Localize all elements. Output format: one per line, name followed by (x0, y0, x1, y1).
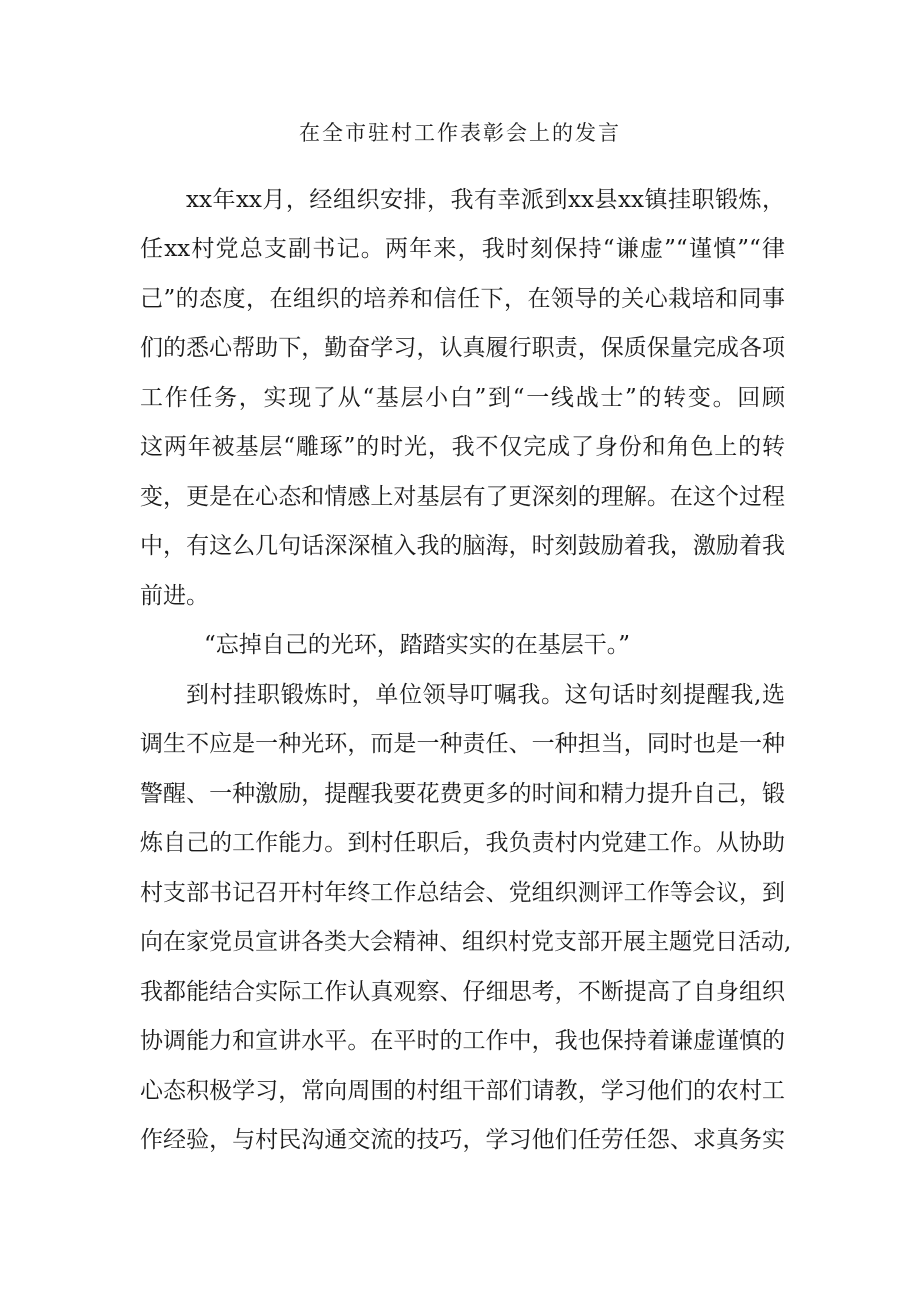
paragraph-line: 任xx村党总支副书记。两年来，我时刻保持“谦虚”“谨慎”“律 (140, 236, 785, 262)
paragraph-line: 我都能结合实际工作认真观察、仔细思考，不断提高了自身组织 (140, 979, 785, 1005)
paragraph-line: 们的悉心帮助下，勤奋学习，认真履行职责，保质保量完成各项 (140, 335, 785, 361)
paragraph-line: 己”的态度，在组织的培养和信任下，在领导的关心栽培和同事 (140, 286, 785, 312)
document-title: 在全市驻村工作表彰会上的发言 (299, 121, 621, 145)
paragraph-line: 心态积极学习，常向周围的村组干部们请教，学习他们的农村工 (140, 1078, 785, 1104)
paragraph-line: 到村挂职锻炼时，单位领导叮嘱我。这句话时刻提醒我,选 (186, 682, 785, 708)
paragraph-line: 前进。 (140, 583, 209, 609)
paragraph-line: 中，有这么几句话深深植入我的脑海，时刻鼓励着我，激励着我 (140, 533, 785, 559)
paragraph-line: 向在家党员宣讲各类大会精神、组织村党支部开展主题党日活动, (140, 929, 792, 955)
paragraph-line: 村支部书记召开村年终工作总结会、党组织测评工作等会议，到 (140, 880, 785, 906)
paragraph-line: 调生不应是一种光环，而是一种责任、一种担当，同时也是一种 (140, 731, 785, 757)
paragraph-line: 炼自己的工作能力。到村任职后，我负责村内党建工作。从协助 (140, 830, 785, 856)
paragraph-line: 变，更是在心态和情感上对基层有了更深刻的理解。在这个过程 (140, 484, 785, 510)
paragraph-line: 工作任务，实现了从“基层小白”到“一线战士”的转变。回顾 (140, 385, 785, 411)
paragraph-line: 协调能力和宣讲水平。在平时的工作中，我也保持着谦虚谨慎的 (140, 1028, 785, 1054)
paragraph-line: 警醒、一种激励，提醒我要花费更多的时间和精力提升自己，锻 (140, 781, 785, 807)
paragraph-line: 这两年被基层“雕琢”的时光，我不仅完成了身份和角色上的转 (140, 434, 785, 460)
paragraph-line: xx年xx月，经组织安排，我有幸派到xx县xx镇挂职锻炼， (186, 187, 785, 213)
paragraph-line: 作经验，与村民沟通交流的技巧，学习他们任劳任怨、求真务实 (140, 1127, 785, 1153)
quote-line: “忘掉自己的光环，踏踏实实的在基层干。” (204, 632, 631, 658)
